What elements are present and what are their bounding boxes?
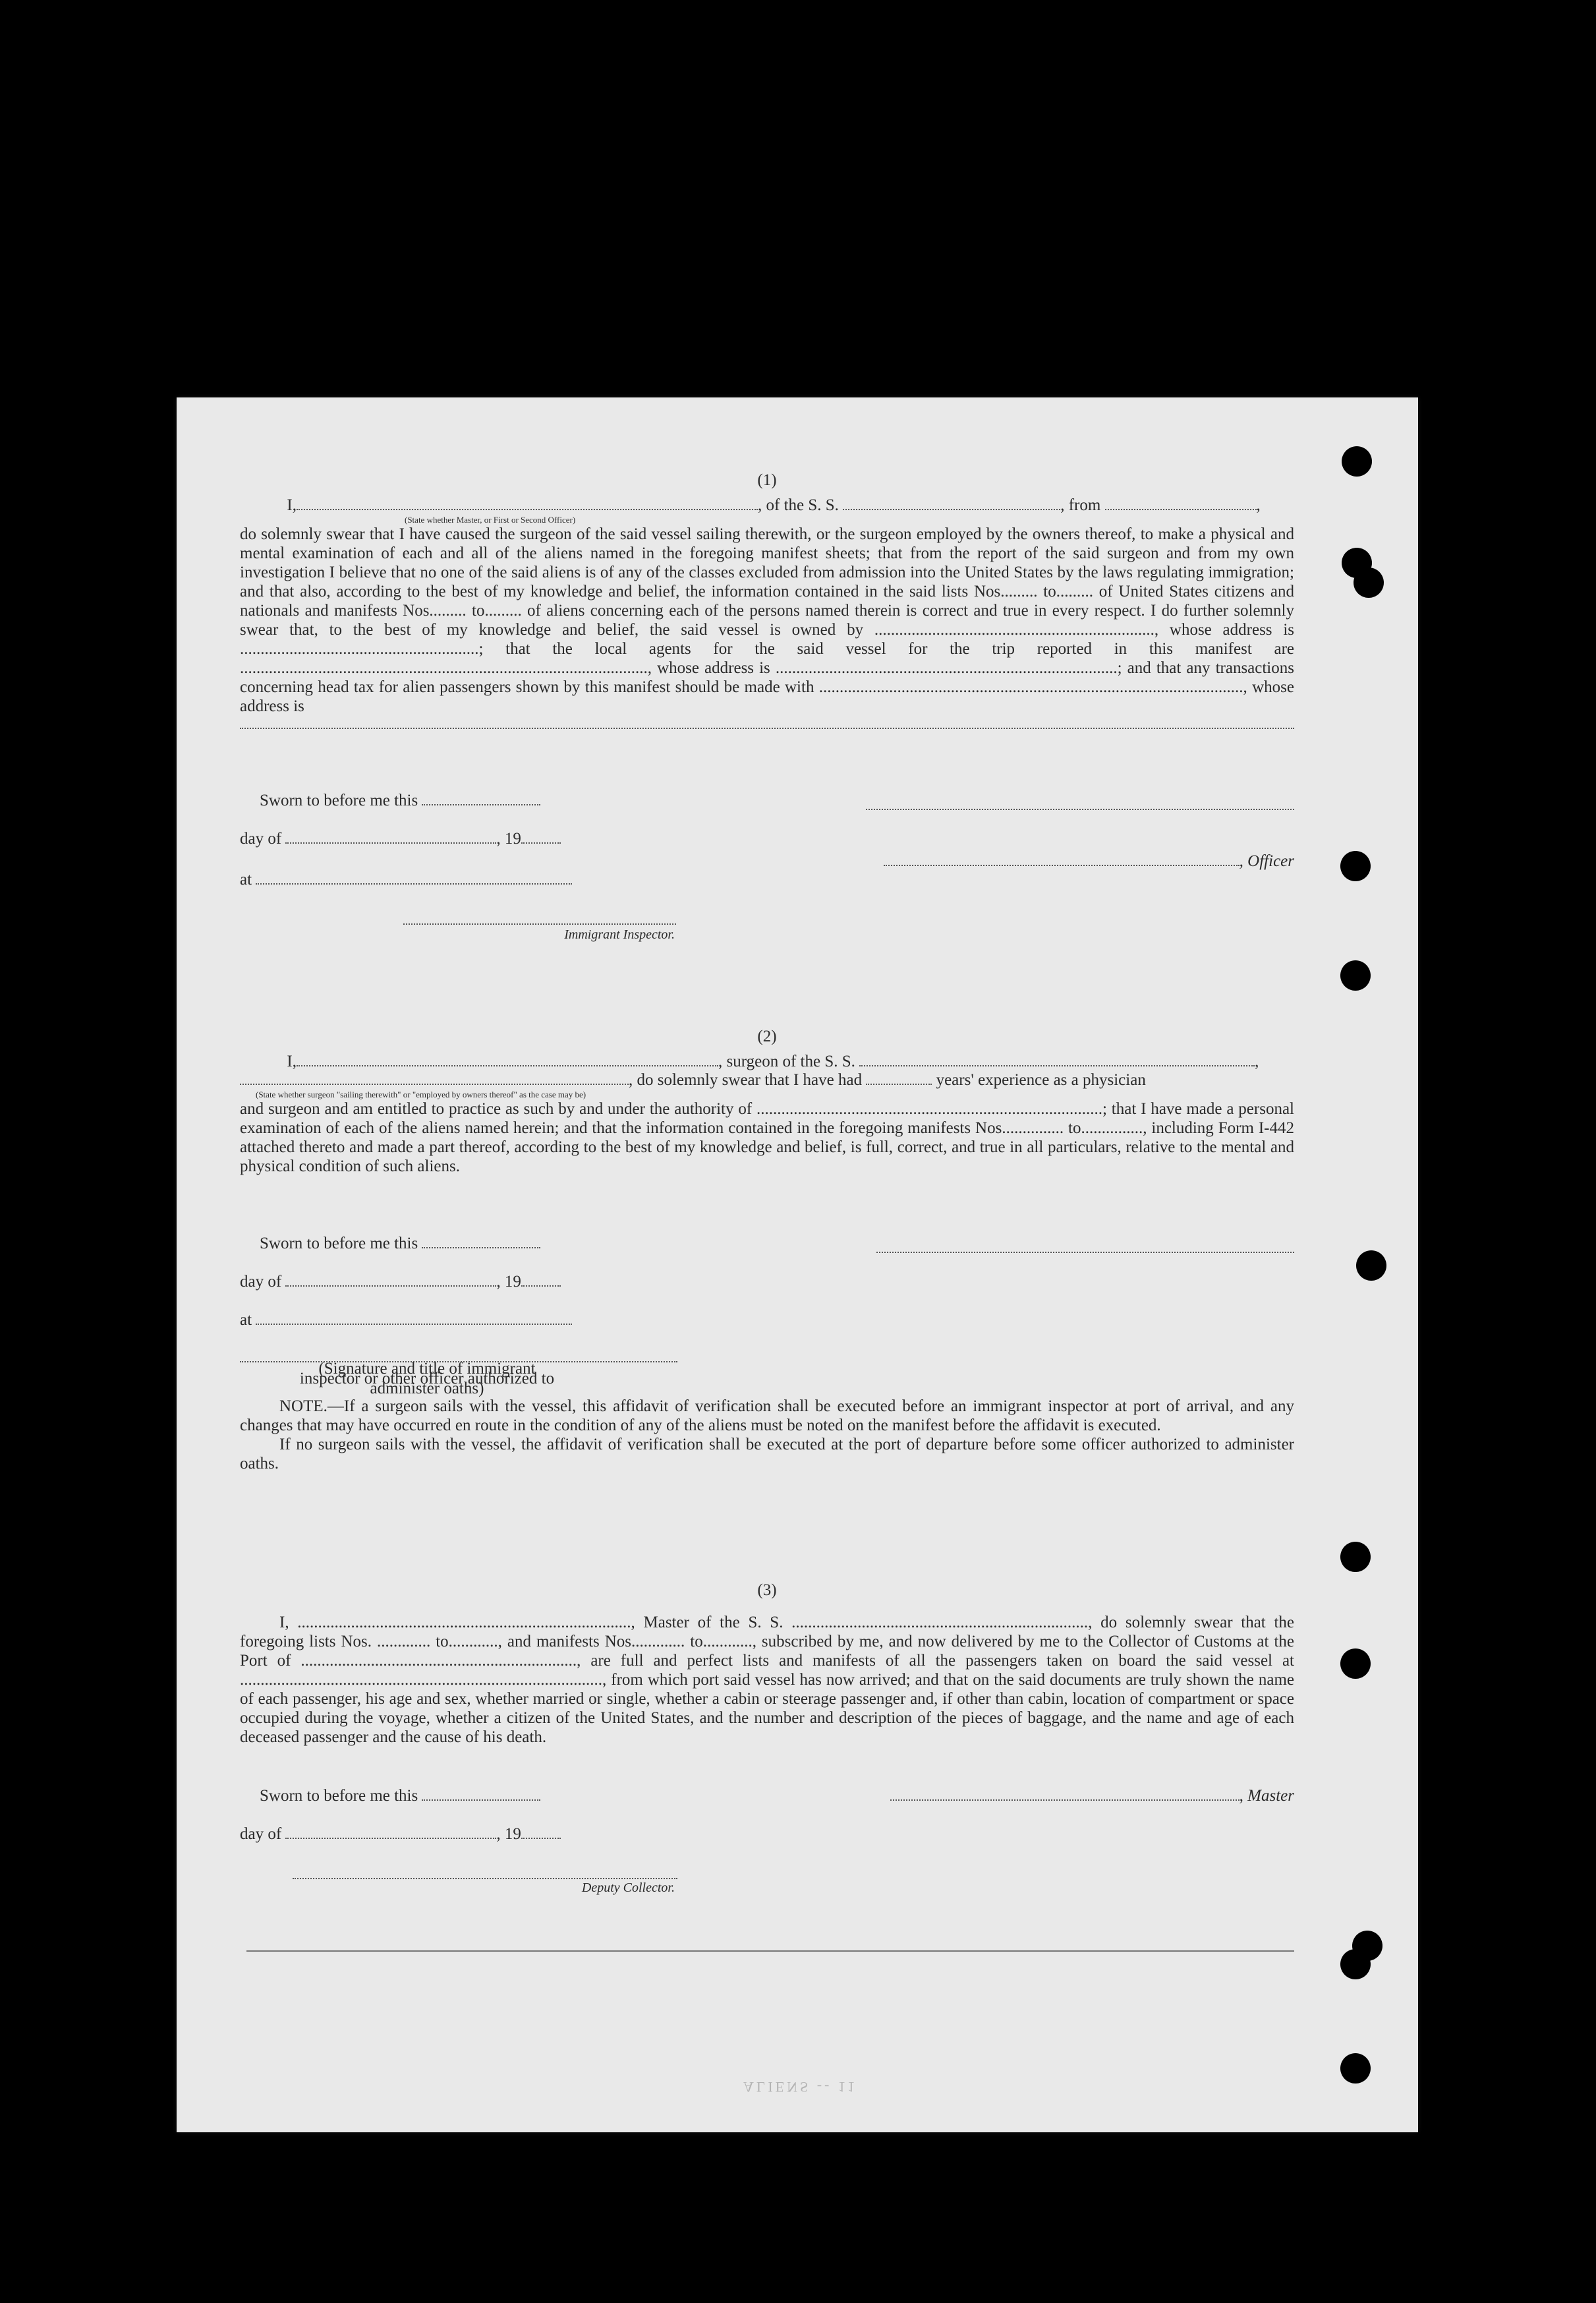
officer-signature-line: , Officer bbox=[866, 852, 1294, 871]
surgeon-oath-text: and surgeon and am entitled to practice as such by and under the authority of ....................................................................................; that I have made a personal examination of each of the aliens named herein; and that the information contained in the foregoing manifests Nos............... to..............., including Form I-442 attached thereto and made a part thereof, according to the best of my knowledge and belief, is full, correct, and true in all particulars, relative to the mental and physical condition of such aliens. bbox=[240, 1100, 1294, 1175]
section-heading: (2) bbox=[757, 1028, 777, 1045]
at-line-1: at bbox=[240, 871, 572, 889]
surgeon-oath-line: I, , surgeon of the S. S. , bbox=[287, 1053, 1259, 1070]
note-text: NOTE.—If a surgeon sails with the vessel, this affidavit of verification shall be executed before an immigrant inspector at port of arrival, and any changes that may have occurred en route in the condition of any of the aliens must be noted on the manifest before the affidavit is executed. bbox=[240, 1397, 1294, 1434]
affidavit-note bbox=[240, 1397, 1294, 1473]
punch-hole bbox=[1342, 446, 1372, 477]
master-oath-text: do solemnly swear that I have caused the surgeon of the said vessel sailing therewith, or the surgeon employed by the owners thereof, to make a physical and mental examination of each and all of the aliens named in the foregoing manifest sheets; that from the report of the said surgeon and from my own investigation I believe that no one of the said aliens is of any of the classes excluded from admission into the United States by the laws regulating immigration; and that also, according to the best of my knowledge and belief, the information contained in the said lists Nos......... to......... of United States citizens and nationals and manifests Nos......... to......... of aliens concerning each of the persons named therein is correct and true in every respect. I do further solemnly swear that, to the best of my knowledge and belief, the said vessel is owned by ...................................................................., whose address is ..........................................................; that the local agents for the said vessel for the trip reported in this manifest are ..................................................................................................., whose address is ...................................................................................; and that any transactions concerning head tax for alien passengers shown by this manifest should be made with ......................................................................................................., whose address is bbox=[240, 525, 1294, 715]
punch-hole bbox=[1340, 851, 1371, 881]
officer-rank-caption: (State whether Master, or First or Second Officer) bbox=[405, 515, 576, 525]
master-manifest-text: I, ................................................................................., Master of the S. S. ........................................................................, do solemnly swear that the foregoing lists Nos. ............. to............, and manifests Nos............. to............, subscribed by me, and now delivered by me to the Collector of Customs at the Port of ..................................................................., are full and perfect lists and manifests of all the passengers taken on board the said vessel at ........................................................................................, from which port said vessel has now arrived; and that on the said documents are truly shown the name of each passenger, his age and sex, whether married or single, whether a cabin or steerage passenger and, if other than cabin, location of compartment or space occupied during the voyage, whether a citizen of the United States, and the number and description of the pieces of baggage, and the name and age of each deceased passenger and the cause of his death. bbox=[240, 1614, 1294, 1746]
punch-hole bbox=[1340, 1949, 1371, 1979]
punch-hole bbox=[1354, 568, 1384, 598]
sworn-line-1: Sworn to before me this bbox=[260, 792, 540, 810]
master-manifest-oath bbox=[240, 1581, 1294, 1747]
surgeon-affidavit bbox=[240, 1028, 1294, 1176]
punch-hole bbox=[1340, 1542, 1371, 1572]
surgeon-type-caption: (State whether surgeon "sailing therewith" or "employed by owners thereof" as the case may be) bbox=[256, 1090, 586, 1099]
sworn-line-2: Sworn to before me this bbox=[260, 1235, 540, 1253]
form-footer: ALIENS -- 11 bbox=[743, 2079, 858, 2095]
punch-hole bbox=[1340, 960, 1371, 991]
manifest-page bbox=[177, 397, 1418, 2132]
punch-hole bbox=[1340, 2053, 1371, 2084]
section-heading: (3) bbox=[757, 1581, 777, 1599]
deputy-collector-caption: Deputy Collector. bbox=[581, 1880, 675, 1895]
surgeon-experience-line: , do solemnly swear that I have had years' experience as a physician bbox=[240, 1071, 1294, 1090]
master-signature-line: , Master bbox=[872, 1787, 1294, 1805]
punch-hole bbox=[1340, 1648, 1371, 1679]
master-affidavit bbox=[240, 471, 1294, 729]
section-heading: (1) bbox=[757, 471, 777, 489]
day-line-3: day of , 19 bbox=[240, 1825, 561, 1844]
signature-title-caption: (Signature and title of immigrant inspector or other officer authorized to administer oaths) bbox=[299, 1360, 555, 1397]
at-line-2: at bbox=[240, 1311, 572, 1329]
oath-line: I, , of the S. S. , from , bbox=[287, 496, 1261, 514]
sworn-line-3: Sworn to before me this bbox=[260, 1787, 540, 1805]
note-text-2: If no surgeon sails with the vessel, the affidavit of verification shall be executed at the port of departure before some officer authorized to administer oaths. bbox=[240, 1436, 1294, 1472]
day-line-2: day of , 19 bbox=[240, 1273, 561, 1291]
punch-hole bbox=[1356, 1250, 1386, 1281]
day-line-1: day of , 19 bbox=[240, 830, 561, 848]
immigrant-inspector-caption: Immigrant Inspector. bbox=[564, 927, 675, 942]
